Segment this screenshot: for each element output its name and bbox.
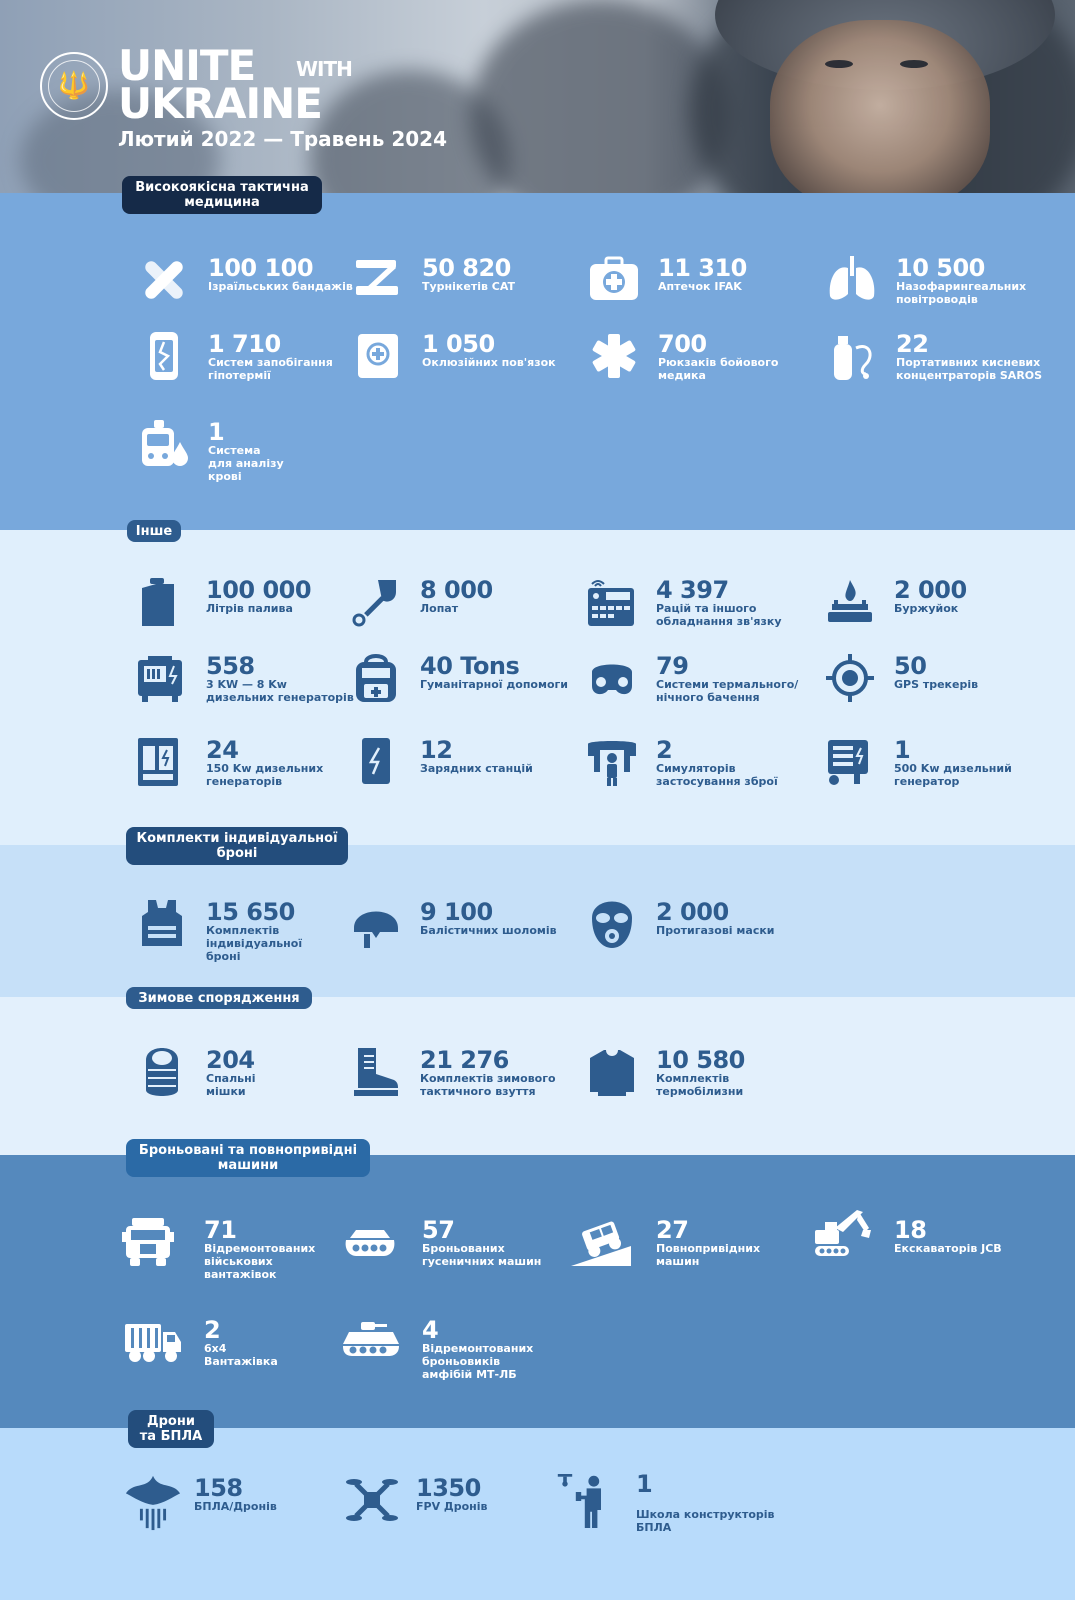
hypothermia-icon <box>138 330 190 382</box>
stat-value: 27 <box>656 1216 689 1244</box>
stat-label: Спальні мішки <box>206 1072 256 1098</box>
vest-icon <box>136 898 188 950</box>
stat-item <box>136 1046 356 1126</box>
tourniquet-icon <box>352 254 404 306</box>
stat-label: Аптечок IFAK <box>658 280 742 293</box>
stat-item <box>556 1470 816 1560</box>
stat-value: 204 <box>206 1046 255 1074</box>
stat-item <box>136 652 356 732</box>
stat-value: 50 820 <box>422 254 511 282</box>
night-vision-icon <box>586 652 638 704</box>
hero-banner <box>0 0 1075 193</box>
section-title-armor: Комплекти індивідуальної броні <box>126 827 348 865</box>
stat-value: 2 000 <box>894 576 967 604</box>
stat-value: 11 310 <box>658 254 747 282</box>
section-title-medical: Високоякісна тактична медицина <box>122 176 322 214</box>
stat-item <box>350 736 570 816</box>
stat-item <box>350 1046 570 1126</box>
stat-value: 1 050 <box>422 330 495 358</box>
stat-label: Літрів палива <box>206 602 293 615</box>
stat-item <box>586 1046 806 1126</box>
stat-label: 150 Kw дизельних генераторів <box>206 762 324 788</box>
stat-label: Школа конструкторів БПЛА <box>636 1508 775 1534</box>
stat-item <box>138 418 358 508</box>
stat-label: FPV Дронів <box>416 1500 488 1513</box>
dressing-icon <box>352 330 404 382</box>
stat-label: Турнікетів CAT <box>422 280 516 293</box>
stat-item <box>586 576 806 656</box>
fuel-can-icon <box>136 576 188 628</box>
stat-item <box>826 330 1046 420</box>
stat-label: Рюкзаків бойового медика <box>658 356 779 382</box>
stat-value: 1 <box>636 1470 653 1498</box>
gps-icon <box>824 652 876 704</box>
stat-value: 50 <box>894 652 927 680</box>
stat-value: 18 <box>894 1216 927 1244</box>
stat-label: Назофарингеальних повітроводів <box>896 280 1027 306</box>
backpack-icon <box>350 652 402 704</box>
stat-label: Лопат <box>420 602 459 615</box>
stat-label: Буржуйок <box>894 602 959 615</box>
stove-icon <box>824 576 876 628</box>
stat-item <box>350 898 570 978</box>
stat-label: Повнопривідних машин <box>656 1242 761 1268</box>
stat-value: 1 <box>894 736 911 764</box>
first-aid-kit-icon <box>588 254 640 306</box>
stat-label: GPS трекерів <box>894 678 979 691</box>
stat-value: 700 <box>658 330 707 358</box>
stat-label: Портативних кисневих концентраторів SAROS <box>896 356 1043 382</box>
stat-item <box>824 576 1044 656</box>
stat-item <box>136 736 356 816</box>
stat-item <box>122 1316 342 1396</box>
stat-item <box>122 1216 342 1306</box>
uav-icon <box>124 1474 182 1532</box>
stat-value: 2 000 <box>656 898 729 926</box>
bandage-icon <box>138 254 190 306</box>
stat-label: Комплектів зимового тактичного взуття <box>420 1072 556 1098</box>
stat-item <box>352 254 572 334</box>
stat-item <box>812 1208 1032 1288</box>
stat-value: 12 <box>420 736 453 764</box>
stat-value: 15 650 <box>206 898 295 926</box>
stat-item <box>824 652 1044 732</box>
stat-item <box>138 254 358 334</box>
stat-label: Комплектів індивідуальної броні <box>206 924 303 963</box>
hero-eye-left <box>825 60 853 68</box>
section-title-winter: Зимове спорядження <box>126 987 312 1009</box>
stat-item <box>138 330 358 420</box>
stat-item <box>568 1216 788 1296</box>
stat-value: 158 <box>194 1474 243 1502</box>
stat-item <box>136 898 356 988</box>
stat-label: 6x4 Вантажівка <box>204 1342 278 1368</box>
hero-soldier-face <box>770 20 990 193</box>
stat-label: 500 Kw дизельний генератор <box>894 762 1012 788</box>
apc-icon <box>340 1316 402 1368</box>
stat-item <box>136 576 356 656</box>
stat-label: Системи термального/нічного бачення <box>656 678 799 704</box>
stat-label: Комплектів термобілизни <box>656 1072 744 1098</box>
stat-item <box>586 898 806 978</box>
helmet-icon <box>350 898 402 950</box>
stat-value: 9 100 <box>420 898 493 926</box>
stat-label: Систем запобігання гіпотермії <box>208 356 333 382</box>
thermal-shirt-icon <box>586 1046 638 1098</box>
stat-item <box>586 652 806 742</box>
logo-with: WITH <box>296 57 352 81</box>
stat-item <box>340 1316 560 1406</box>
stat-label: Протигазові маски <box>656 924 775 937</box>
sleeping-bag-icon <box>136 1046 188 1098</box>
stat-item <box>350 576 570 656</box>
stat-value: 1 <box>208 418 225 446</box>
stat-item <box>346 1474 566 1554</box>
stat-value: 24 <box>206 736 239 764</box>
stat-label: Відремонтованих військових вантажівок <box>204 1242 316 1281</box>
boot-icon <box>350 1046 402 1098</box>
stat-label: Ізраїльських бандажів <box>208 280 353 293</box>
blood-analyzer-icon <box>138 418 190 470</box>
stat-value: 558 <box>206 652 255 680</box>
stat-label: Відремонтованих броньовиків амфібій МТ-ЛБ <box>422 1342 534 1381</box>
stat-label: Броньованих гусеничних машин <box>422 1242 542 1268</box>
stat-value: 100 000 <box>206 576 312 604</box>
stat-value: 2 <box>204 1316 221 1344</box>
stat-label: БПЛА/Дронів <box>194 1500 277 1513</box>
stat-label: Система для аналізу крові <box>208 444 284 483</box>
simulator-icon <box>586 736 638 788</box>
stat-value: 2 <box>656 736 673 764</box>
stat-label: Рацій та іншого обладнання зв'язку <box>656 602 782 628</box>
truck-front-icon <box>122 1216 174 1268</box>
logo-ukraine: UKRAINE <box>118 79 322 128</box>
section-title-drones: Дрони та БПЛА <box>128 1410 214 1448</box>
medic-star-icon <box>588 330 640 382</box>
cargo-truck-icon <box>122 1316 184 1368</box>
stat-label: Оклюзійних пов'язок <box>422 356 556 369</box>
stat-value: 100 100 <box>208 254 314 282</box>
stat-value: 4 397 <box>656 576 729 604</box>
shovel-icon <box>350 576 402 628</box>
hero-eye-right <box>900 60 928 68</box>
stat-label: Екскаваторів JCB <box>894 1242 1002 1255</box>
offroad-icon <box>568 1216 634 1268</box>
diesel-generator-icon <box>824 736 876 788</box>
stat-item <box>824 736 1044 816</box>
stat-value: 57 <box>422 1216 455 1244</box>
stat-item <box>586 736 806 826</box>
drone-pilot-icon <box>556 1470 610 1532</box>
stat-value: 71 <box>204 1216 237 1244</box>
stat-label: 3 KW — 8 Kw дизельних генераторів <box>206 678 354 704</box>
stat-item <box>352 330 572 410</box>
ukrainian-world-congress-seal-icon: 🔱 <box>40 52 108 120</box>
stat-item <box>588 254 808 334</box>
stat-label: Гуманітарної допомоги <box>420 678 568 691</box>
oxygen-icon <box>826 330 878 382</box>
tracked-vehicle-icon <box>340 1216 400 1268</box>
stat-value: 40 Tons <box>420 652 520 680</box>
stat-item <box>340 1216 560 1296</box>
generator-icon <box>136 652 188 704</box>
stat-value: 10 500 <box>896 254 985 282</box>
excavator-icon <box>812 1208 874 1260</box>
stat-value: 79 <box>656 652 689 680</box>
section-title-other: Інше <box>127 520 181 542</box>
stat-item <box>350 652 570 732</box>
power-bank-icon <box>350 736 402 788</box>
stat-label: Зарядних станцій <box>420 762 533 775</box>
stat-value: 8 000 <box>420 576 493 604</box>
stat-value: 22 <box>896 330 929 358</box>
stat-value: 1350 <box>416 1474 481 1502</box>
lungs-icon <box>826 254 878 306</box>
stat-value: 4 <box>422 1316 439 1344</box>
stat-item <box>124 1474 344 1554</box>
gas-mask-icon <box>586 898 638 950</box>
stat-label: Симуляторів застосування зброї <box>656 762 778 788</box>
stat-value: 21 276 <box>420 1046 509 1074</box>
stat-item <box>588 330 808 410</box>
stat-item <box>826 254 1046 334</box>
fpv-drone-icon <box>346 1474 398 1526</box>
large-generator-icon <box>136 736 188 788</box>
stat-value: 1 710 <box>208 330 281 358</box>
stat-value: 10 580 <box>656 1046 745 1074</box>
stat-label: Балістичних шоломів <box>420 924 557 937</box>
section-title-vehicles: Броньовані та повнопривідні машини <box>126 1139 370 1177</box>
period-text: Лютий 2022 — Травень 2024 <box>118 127 447 151</box>
radio-icon <box>586 576 638 628</box>
logo-unite: UNITE <box>118 41 256 90</box>
